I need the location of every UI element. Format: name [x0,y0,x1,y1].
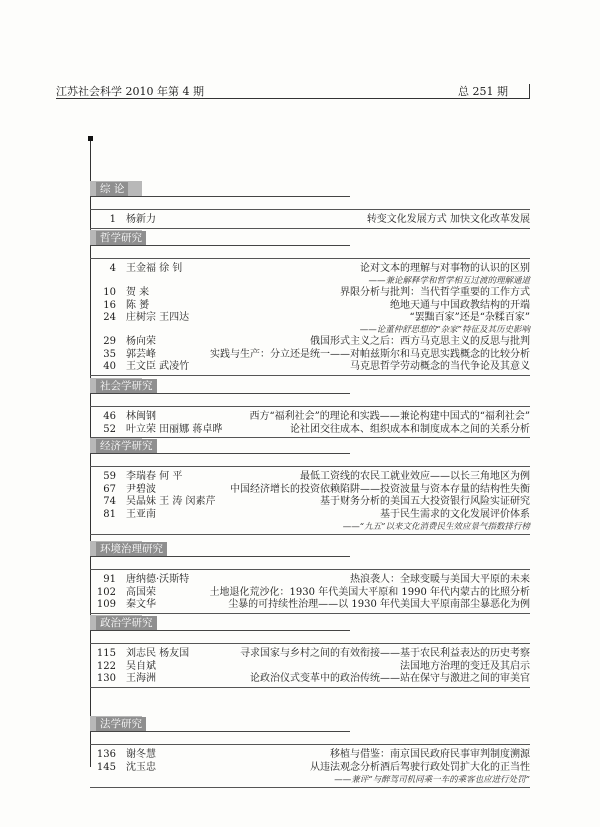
entries-bottom-rule [90,534,530,535]
entries-bottom-rule [90,613,530,614]
entry-title: 论政治仪式变革中的政治传统——站在保守与激进之间的审美官 [250,673,530,684]
entry-authors: 唐纳德·沃斯特 [126,574,190,585]
toc-entry[interactable] [90,312,530,336]
entry-title: 马克思哲学劳动概念的当代争论及其意义 [350,361,530,372]
entry-title: 论社团交往成本、组织成本和制度成本之间的关系分析 [290,423,530,435]
section-rule [90,245,350,246]
section-title: 社会学研究 [96,379,157,393]
entry-title: 界限分析与批判：当代哲学重要的工作方式 [340,287,530,298]
section-rule [90,393,350,394]
entry-list [90,411,530,436]
toc-entry[interactable] [90,648,530,661]
entries-top-rule [90,209,530,210]
entry-authors: 叶立荣 田丽娜 蒋卓晔 [126,423,223,435]
entry-page-number: 59 [103,471,116,482]
entry-authors: 杨向荣 [126,336,156,347]
section-rule [90,453,350,454]
toc-entry[interactable] [90,496,530,509]
entry-page-number: 24 [103,312,116,323]
toc-section [90,716,530,789]
entry-authors: 杨新力 [126,214,156,225]
entry-title: 最低工资线的农民工就业效应——以长三角地区为例 [300,471,530,482]
entry-page-number: 4 [109,263,116,274]
entries-top-rule [90,643,530,644]
toc-entry[interactable] [90,762,530,786]
entries-bottom-rule [90,687,530,688]
entry-subtitle: ——兼评“与醉驾司机同乘一车的乘客也应进行处罚” [334,774,530,785]
total-issue: 总 251 期 [458,85,508,98]
entry-authors: 王文臣 武凌竹 [126,361,190,372]
toc-entry[interactable] [90,484,530,497]
entry-title: 基于民生需求的文化发展评价体系 [380,508,530,520]
section-title: 经济学研究 [96,439,157,453]
entries-top-rule [90,466,530,467]
entry-page-number: 10 [103,287,116,298]
entry-title: 移植与借鉴：南京国民政府民事审判制度溯源 [330,749,530,760]
entry-authors: 郭芸峰 [126,348,156,360]
entry-page-number: 102 [96,586,116,598]
entry-title: 热浪袭人：全球变暖与美国大平原的未来 [350,574,530,585]
entry-title: 法国地方治理的变迁及其启示 [400,660,530,672]
entry-page-number: 40 [103,361,116,372]
entry-authors: 高国荣 [126,586,156,598]
entry-title: 西方“福利社会”的理论和实践——兼论构建中国式的“福利社会” [249,411,530,422]
entry-page-number: 81 [103,508,116,520]
toc-entry[interactable] [90,214,530,227]
section-heading [90,438,530,454]
entry-page-number: 136 [96,749,116,760]
entry-subtitle: ——兼论解释学和哲学相互过渡的理解通道 [368,276,530,286]
entries-top-rule [90,406,530,407]
entry-title: 基于财务分析的美国五大投资银行风险实证研究 [320,496,530,507]
entry-authors: 王海洲 [126,673,156,684]
toc-entry[interactable] [90,673,530,686]
section-title: 政治学研究 [96,616,157,630]
entry-authors: 吴自斌 [126,660,156,672]
entry-page-number: 122 [96,660,116,672]
entry-title: 土地退化荒沙化：1930 年代美国大平原和 1990 年代内蒙古的比照分析 [209,586,530,598]
journal-issue: 江苏社会科学 2010 年第 4 期 [56,85,204,98]
section-rule [90,556,350,557]
section-rule [90,196,350,197]
section-rule [90,731,350,732]
toc-entry[interactable] [90,574,530,587]
entry-page-number: 1 [109,214,116,225]
entry-title: 论对文本的理解与对事物的认识的区别 [360,263,530,274]
entry-page-number: 67 [103,483,116,495]
toc-entry[interactable] [90,361,530,374]
toc-section [90,438,530,536]
entry-page-number: 16 [103,299,116,311]
toc-entry[interactable] [90,587,530,600]
entry-page-number: 91 [103,574,116,585]
entry-list [90,214,530,227]
entry-authors: 陈 赟 [126,299,150,311]
entries-top-rule [90,744,530,745]
entry-list [90,574,530,612]
toc-section [90,230,530,377]
entry-page-number: 130 [96,673,116,684]
section-rule [90,630,350,631]
entry-title: 绝地天通与中国政教结构的开端 [390,299,530,311]
entries-top-rule [90,569,530,570]
entry-authors: 谢冬慧 [126,749,156,760]
toc-section [90,615,530,689]
section-title: 哲学研究 [96,231,146,245]
entry-page-number: 115 [96,648,116,659]
toc-section [90,378,530,439]
entry-subtitle: ——论董仲舒思想的“杂家”特征及其历史影响 [359,325,530,335]
section-heading [90,378,530,394]
toc-entry[interactable] [90,599,530,612]
toc-entry[interactable] [90,424,530,437]
entry-authors: 庄树宗 王四达 [126,312,190,323]
section-heading [90,230,530,246]
entries-bottom-rule [90,375,530,376]
entries-bottom-rule [90,228,530,229]
section-heading [90,716,530,732]
entry-title: “罢黜百家”还是“杂糅百家” [409,312,530,323]
entry-list [90,471,530,533]
toc-section [90,541,530,615]
entry-authors: 林闽钢 [126,411,156,422]
entry-authors: 贺 来 [126,287,150,298]
entry-authors: 王金福 徐 钊 [126,263,183,274]
entry-authors: 尹碧波 [126,483,156,495]
section-heading [90,541,530,557]
header-rule [56,98,530,99]
entry-list [90,648,530,686]
entry-title: 转变文化发展方式 加快文化改革发展 [366,214,530,225]
toc-entry[interactable] [90,749,530,762]
entry-page-number: 46 [103,411,116,422]
entry-list [90,749,530,786]
header-tick [529,84,530,98]
toc-entry[interactable] [90,661,530,674]
entry-title: 寻求国家与乡村之间的有效衔接——基于农民利益表达的历史考察 [240,648,530,659]
toc-entry[interactable] [90,509,530,533]
entry-authors: 刘志民 杨友国 [126,648,190,659]
entry-authors: 秦文华 [126,599,156,610]
toc-section [90,181,530,230]
entry-authors: 吴晶妹 王 涛 闵素芹 [126,496,216,507]
entry-page-number: 29 [103,336,116,347]
entry-authors: 王亚南 [126,508,156,520]
entries-top-rule [90,258,530,259]
section-heading [90,181,530,197]
entry-page-number: 74 [103,496,116,507]
entry-title: 中国经济增长的投资依赖陷阱——投资波量与资本存量的结构性失衡 [230,483,530,495]
toc-entry[interactable] [90,336,530,349]
entry-page-number: 109 [96,599,116,610]
section-title: 综 论 [96,182,128,196]
entry-page-number: 35 [103,348,116,360]
entry-title: 尘暴的可持续性治理——以 1930 年代美国大平原南部尘暴恶化为例 [228,599,530,610]
entry-page-number: 145 [96,761,116,773]
toc-entry[interactable] [90,349,530,362]
section-title: 法学研究 [96,717,146,731]
section-title: 环境治理研究 [96,542,167,556]
toc-entry[interactable] [90,411,530,424]
toc-entry[interactable] [90,300,530,313]
entry-subtitle: ——“九五”以来文化消费民生效应景气指数排行榜 [342,521,530,532]
entry-title: 俄国形式主义之后：西方马克思主义的反思与批判 [310,336,530,347]
entry-title: 实践与生产：分立还是统一——对帕兹斯尔和马克思实践概念的比较分析 [210,348,530,360]
section-heading [90,615,530,631]
toc-entry[interactable] [90,471,530,484]
entry-authors: 沈玉忠 [126,761,156,773]
toc-entry[interactable] [90,287,530,300]
entry-page-number: 52 [103,423,116,435]
entry-list [90,263,530,374]
toc-entry[interactable] [90,263,530,287]
entry-authors: 李瑞春 何 平 [126,471,183,482]
entry-title: 从违法观念分析酒后驾驶行政处罚扩大化的正当性 [310,761,530,773]
entries-bottom-rule [90,787,530,788]
